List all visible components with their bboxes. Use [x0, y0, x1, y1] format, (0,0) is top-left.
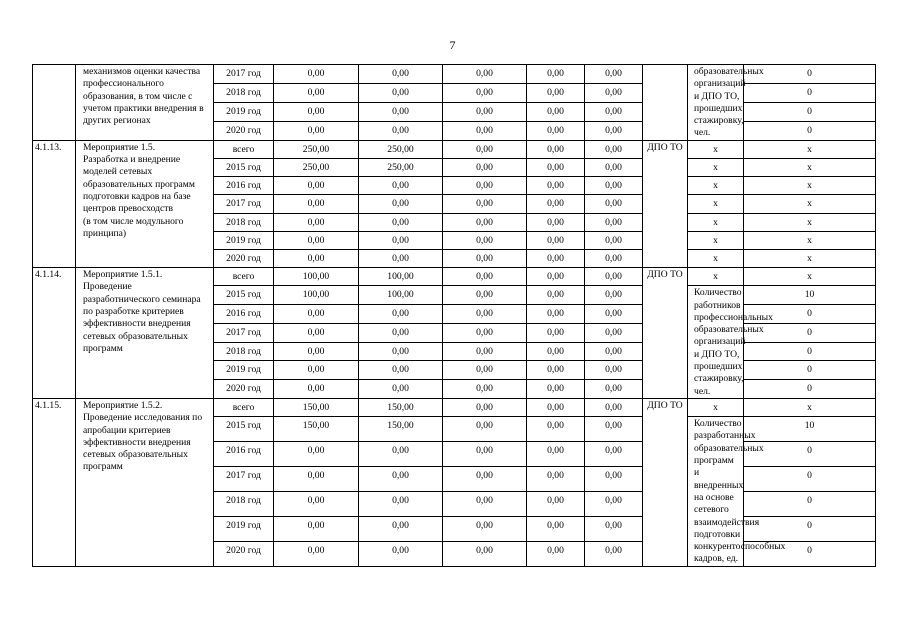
- funding-value: 0,00: [527, 286, 585, 305]
- funding-value: 0,00: [443, 417, 527, 442]
- funding-value: 0,00: [359, 305, 443, 324]
- indicator-value: 0: [744, 342, 876, 361]
- funding-value: 0,00: [527, 380, 585, 399]
- funding-value: 0,00: [443, 516, 527, 541]
- funding-value: 0,00: [585, 158, 643, 176]
- indicator-x: х: [688, 195, 744, 213]
- funding-value: 0,00: [585, 140, 643, 158]
- funding-value: 0,00: [527, 158, 585, 176]
- funding-value: 0,00: [274, 177, 359, 195]
- indicator-value: 0: [744, 323, 876, 342]
- executor: ДПО ТО: [643, 140, 688, 267]
- year-label: 2018 год: [214, 491, 274, 516]
- funding-value: 0,00: [359, 323, 443, 342]
- year-label: 2018 год: [214, 213, 274, 231]
- item-name-cell: [76, 140, 214, 267]
- funding-value: 0,00: [274, 323, 359, 342]
- indicator-value: 10: [744, 417, 876, 442]
- indicator-x: х: [688, 268, 744, 286]
- year-label: 2020 год: [214, 380, 274, 399]
- table-row: [33, 140, 905, 158]
- indicator-value: 0: [744, 65, 876, 84]
- funding-value: 0,00: [527, 231, 585, 249]
- funding-value: 0,00: [527, 541, 585, 566]
- year-label: всего: [214, 268, 274, 286]
- funding-value: 0,00: [527, 442, 585, 467]
- funding-value: 0,00: [359, 213, 443, 231]
- year-label: 2020 год: [214, 249, 274, 267]
- funding-value: 0,00: [443, 361, 527, 380]
- indicator-x: х: [688, 231, 744, 249]
- year-label: 2019 год: [214, 102, 274, 121]
- funding-value: 0,00: [443, 249, 527, 267]
- funding-value: 0,00: [527, 83, 585, 102]
- funding-value: 150,00: [274, 417, 359, 442]
- funding-value: 0,00: [443, 140, 527, 158]
- indicator-x: х: [688, 177, 744, 195]
- funding-value: 0,00: [274, 442, 359, 467]
- indicator-x: х: [688, 249, 744, 267]
- funding-value: 0,00: [359, 177, 443, 195]
- funding-value: 0,00: [527, 417, 585, 442]
- item-number: [33, 65, 76, 141]
- funding-value: 0,00: [585, 417, 643, 442]
- funding-value: 0,00: [359, 491, 443, 516]
- funding-value: 0,00: [359, 541, 443, 566]
- funding-value: 0,00: [443, 177, 527, 195]
- funding-value: 0,00: [585, 286, 643, 305]
- funding-value: 0,00: [585, 305, 643, 324]
- funding-value: 0,00: [359, 83, 443, 102]
- funding-value: 0,00: [274, 83, 359, 102]
- funding-value: 0,00: [585, 83, 643, 102]
- funding-value: 0,00: [585, 121, 643, 140]
- funding-value: 0,00: [527, 466, 585, 491]
- year-label: 2018 год: [214, 83, 274, 102]
- indicator-value: 0: [744, 516, 876, 541]
- funding-value: 0,00: [274, 516, 359, 541]
- funding-value: 0,00: [443, 380, 527, 399]
- year-label: 2015 год: [214, 158, 274, 176]
- item-name-cell: [76, 65, 214, 141]
- item-name-cell: [76, 398, 214, 566]
- funding-value: 0,00: [359, 442, 443, 467]
- funding-value: 0,00: [585, 268, 643, 286]
- funding-value: 0,00: [274, 305, 359, 324]
- year-label: 2017 год: [214, 466, 274, 491]
- year-label: всего: [214, 398, 274, 416]
- funding-value: 0,00: [443, 213, 527, 231]
- item-number: 4.1.14.: [33, 268, 76, 399]
- funding-value: 0,00: [274, 249, 359, 267]
- indicator-value: 0: [744, 121, 876, 140]
- funding-value: 0,00: [359, 195, 443, 213]
- year-label: 2017 год: [214, 65, 274, 84]
- funding-value: 0,00: [274, 102, 359, 121]
- indicator-value-x: х: [744, 398, 876, 416]
- funding-value: 0,00: [527, 249, 585, 267]
- year-label: 2018 год: [214, 342, 274, 361]
- funding-value: 0,00: [274, 121, 359, 140]
- year-label: 2015 год: [214, 417, 274, 442]
- year-label: 2017 год: [214, 323, 274, 342]
- indicator-value: 0: [744, 102, 876, 121]
- funding-value: 0,00: [585, 213, 643, 231]
- funding-value: 0,00: [274, 541, 359, 566]
- funding-value: 0,00: [585, 65, 643, 84]
- item-number: 4.1.15.: [33, 398, 76, 566]
- funding-value: 0,00: [527, 140, 585, 158]
- indicator-value: 0: [744, 442, 876, 467]
- funding-value: 0,00: [585, 361, 643, 380]
- funding-value: 0,00: [585, 466, 643, 491]
- funding-value: 100,00: [359, 268, 443, 286]
- year-label: 2016 год: [214, 442, 274, 467]
- funding-value: 0,00: [359, 121, 443, 140]
- program-table: [32, 64, 905, 567]
- funding-value: 0,00: [443, 342, 527, 361]
- indicator-x: х: [688, 213, 744, 231]
- indicator-value: 0: [744, 541, 876, 566]
- indicator-x: х: [688, 398, 744, 416]
- executor: ДПО ТО: [643, 398, 688, 566]
- indicator-value-x: х: [744, 231, 876, 249]
- year-label: 2019 год: [214, 516, 274, 541]
- year-label: 2020 год: [214, 541, 274, 566]
- item-name: Мероприятие 1.5. Разработка и внедрение моделей сетевых образовательных программ подготовки кадров на базе центров превосходств (в том числе модульного принципа): [83, 141, 195, 239]
- funding-value: 0,00: [527, 102, 585, 121]
- indicator-value-x: х: [744, 213, 876, 231]
- funding-value: 0,00: [527, 361, 585, 380]
- funding-value: 0,00: [359, 342, 443, 361]
- funding-value: 0,00: [527, 323, 585, 342]
- year-label: 2016 год: [214, 177, 274, 195]
- item-name: механизмов оценки качества профессионального образования, в том числе с учетом практики внедрения в других регионах: [83, 66, 204, 127]
- funding-value: 0,00: [527, 65, 585, 84]
- funding-value: 0,00: [585, 541, 643, 566]
- year-label: 2019 год: [214, 231, 274, 249]
- funding-value: 0,00: [443, 158, 527, 176]
- funding-value: 0,00: [443, 195, 527, 213]
- funding-value: 0,00: [585, 342, 643, 361]
- indicator-text: Количество разработанных образовательных программ и внедренных на основе сетевого взаимодействия подготовки конкурентоспособных кадров, ед.: [694, 418, 786, 565]
- funding-value: 0,00: [585, 516, 643, 541]
- indicator-value: 0: [744, 491, 876, 516]
- table-row: [33, 65, 905, 84]
- funding-value: 0,00: [359, 361, 443, 380]
- indicator-text: Количество работников профессиональных образовательных организаций и ДПО ТО, прошедших стажировку, чел.: [694, 287, 773, 397]
- funding-value: 0,00: [443, 65, 527, 84]
- funding-value: 0,00: [443, 121, 527, 140]
- executor: [643, 65, 688, 141]
- page-number: 7: [449, 38, 456, 52]
- funding-value: 0,00: [359, 380, 443, 399]
- item-name-cell: [76, 268, 214, 399]
- funding-value: 0,00: [443, 268, 527, 286]
- funding-value: 0,00: [585, 491, 643, 516]
- funding-value: 0,00: [274, 361, 359, 380]
- funding-value: 0,00: [443, 83, 527, 102]
- funding-value: 0,00: [585, 102, 643, 121]
- funding-value: 0,00: [527, 491, 585, 516]
- indicator-value: 0: [744, 361, 876, 380]
- funding-value: 0,00: [527, 398, 585, 416]
- year-label: 2020 год: [214, 121, 274, 140]
- funding-value: 0,00: [527, 516, 585, 541]
- funding-value: 250,00: [274, 158, 359, 176]
- year-label: 2015 год: [214, 286, 274, 305]
- indicator-cell: [688, 65, 764, 141]
- funding-value: 0,00: [585, 380, 643, 399]
- funding-value: 100,00: [359, 286, 443, 305]
- funding-value: 150,00: [359, 417, 443, 442]
- item-number: 4.1.13.: [33, 140, 76, 267]
- indicator-value-x: х: [744, 268, 876, 286]
- funding-value: 150,00: [359, 398, 443, 416]
- table-row: [33, 398, 905, 416]
- funding-value: 0,00: [527, 195, 585, 213]
- funding-value: 0,00: [443, 286, 527, 305]
- indicator-text: образовательных организаций и ДПО ТО, прошедших стажировку, чел.: [694, 66, 764, 139]
- executor: ДПО ТО: [643, 268, 688, 399]
- year-label: всего: [214, 140, 274, 158]
- funding-value: 0,00: [585, 323, 643, 342]
- funding-value: 0,00: [274, 380, 359, 399]
- indicator-value-x: х: [744, 249, 876, 267]
- indicator-x: х: [688, 140, 744, 158]
- funding-value: 250,00: [274, 140, 359, 158]
- funding-value: 0,00: [585, 195, 643, 213]
- funding-value: 0,00: [443, 491, 527, 516]
- indicator-value: 0: [744, 466, 876, 491]
- funding-value: 0,00: [274, 213, 359, 231]
- indicator-cell: [688, 417, 786, 567]
- indicator-x: х: [688, 158, 744, 176]
- funding-value: 0,00: [359, 65, 443, 84]
- funding-value: 0,00: [585, 249, 643, 267]
- funding-value: 0,00: [274, 195, 359, 213]
- funding-value: 0,00: [527, 213, 585, 231]
- funding-value: 0,00: [443, 541, 527, 566]
- funding-value: 0,00: [527, 342, 585, 361]
- item-name: Мероприятие 1.5.2. Проведение исследования по апробации критериев эффективности внедрения сетевых образовательных программ: [83, 399, 203, 473]
- item-name: Мероприятие 1.5.1. Проведение разработнического семинара по разработке критериев эффективности внедрения сетевых образовательных программ: [83, 269, 201, 354]
- year-label: 2016 год: [214, 305, 274, 324]
- funding-value: 0,00: [359, 231, 443, 249]
- year-label: 2019 год: [214, 361, 274, 380]
- funding-value: 0,00: [274, 466, 359, 491]
- funding-value: 0,00: [527, 177, 585, 195]
- funding-value: 0,00: [585, 231, 643, 249]
- funding-value: 0,00: [359, 466, 443, 491]
- indicator-value: 0: [744, 380, 876, 399]
- funding-value: 0,00: [443, 102, 527, 121]
- funding-value: 0,00: [527, 268, 585, 286]
- funding-value: 0,00: [585, 442, 643, 467]
- funding-value: 250,00: [359, 158, 443, 176]
- indicator-value-x: х: [744, 195, 876, 213]
- year-label: 2017 год: [214, 195, 274, 213]
- funding-value: 0,00: [274, 491, 359, 516]
- funding-value: 0,00: [443, 231, 527, 249]
- funding-value: 0,00: [585, 177, 643, 195]
- funding-value: 0,00: [443, 305, 527, 324]
- funding-value: 0,00: [359, 516, 443, 541]
- indicator-value-x: х: [744, 158, 876, 176]
- table-row: [33, 268, 905, 286]
- indicator-cell: [688, 286, 773, 399]
- funding-value: 0,00: [359, 102, 443, 121]
- funding-value: 0,00: [527, 121, 585, 140]
- funding-value: 0,00: [274, 342, 359, 361]
- funding-value: 150,00: [274, 398, 359, 416]
- funding-value: 0,00: [443, 398, 527, 416]
- indicator-value: 10: [744, 286, 876, 305]
- indicator-value-x: х: [744, 177, 876, 195]
- funding-value: 100,00: [274, 268, 359, 286]
- funding-value: 100,00: [274, 286, 359, 305]
- funding-value: 0,00: [274, 65, 359, 84]
- funding-value: 250,00: [359, 140, 443, 158]
- funding-value: 0,00: [527, 305, 585, 324]
- indicator-value: 0: [744, 83, 876, 102]
- funding-value: 0,00: [443, 442, 527, 467]
- indicator-value-x: х: [744, 140, 876, 158]
- funding-value: 0,00: [443, 466, 527, 491]
- funding-value: 0,00: [443, 323, 527, 342]
- indicator-value: 0: [744, 305, 876, 324]
- funding-value: 0,00: [359, 249, 443, 267]
- funding-value: 0,00: [274, 231, 359, 249]
- funding-value: 0,00: [585, 398, 643, 416]
